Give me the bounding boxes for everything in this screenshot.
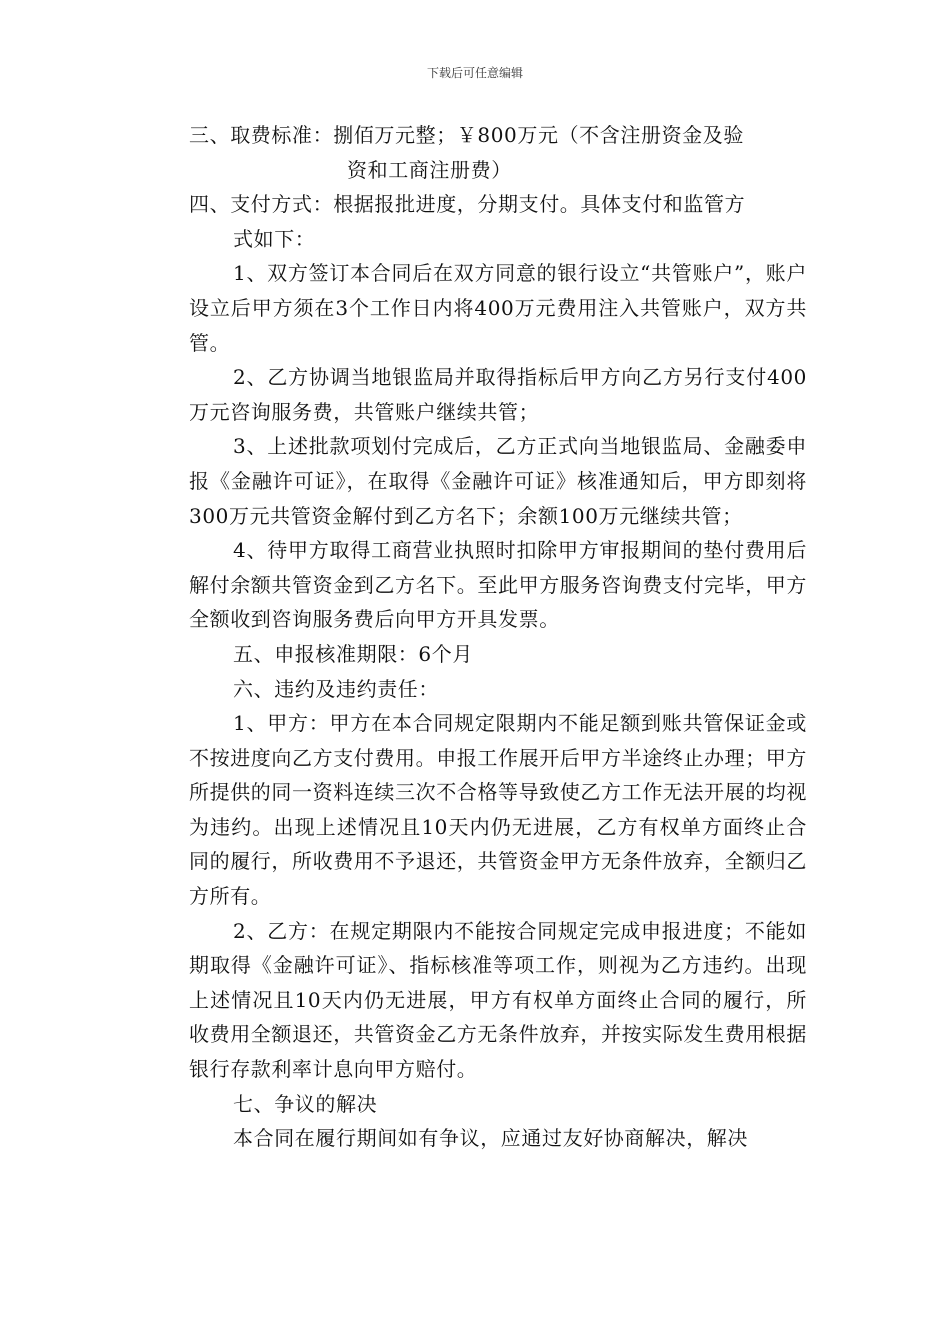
dispute-section-title: 七、争议的解决: [233, 1091, 378, 1116]
breach-party-b: 2、乙方：在规定期限内不能按合同规定完成申报进度；不能如期取得《金融许可证》、指标核准等项工作，则视为乙方违约。出现上述情况且10天内仍无进展，甲方有权单方面终止合同的履行，所收费用全额退还，共管资金乙方无条件放弃，并按实际发生费用根据银行存款利率计息向甲方赔付。: [189, 918, 807, 1082]
payment-item-4: 4、待甲方取得工商营业执照时扣除甲方审报期间的垫付费用后解付余额共管资金到乙方名下。至此甲方服务咨询费支付完毕，甲方全额收到咨询服务费后向甲方开具发票。: [189, 538, 807, 632]
approval-period-clause: 五、申报核准期限：6个月: [233, 641, 473, 666]
contract-body: [189, 118, 807, 1156]
payment-item-2: 2、乙方协调当地银监局并取得指标后甲方向乙方另行支付400万元咨询服务费，共管账户继续共管；: [189, 365, 807, 424]
payment-item-1: 1、双方签订本合同后在双方同意的银行设立“共管账户”，账户设立后甲方须在3个工作日内将400万元费用注入共管账户，双方共管。: [189, 261, 807, 355]
payment-method-clause: 四、支付方式：根据报批进度，分期支付。具体支付和监管方: [189, 192, 746, 217]
payment-item-3: 3、上述批款项划付完成后，乙方正式向当地银监局、金融委申报《金融许可证》，在取得《金融许可证》核准通知后，甲方即刻将300万元共管资金解付到乙方名下；余额100万元继续共管；: [189, 434, 807, 528]
page-header: 下载后可任意编辑: [426, 66, 523, 80]
breach-party-a: 1、甲方：甲方在本合同规定限期内不能足额到账共管保证金或不按进度向乙方支付费用。申报工作展开后甲方半途终止办理；甲方所提供的同一资料连续三次不合格等导致使乙方工作无法开展的均视为违约。出现上述情况且10天内仍无进展，乙方有权单方面终止合同的履行，所收费用不予退还，共管资金甲方无条件放弃，全额归乙方所有。: [189, 711, 807, 909]
fee-standard-clause: 三、取费标准：捌佰万元整；￥800万元（不含注册资金及验: [189, 123, 744, 147]
dispute-text: 本合同在履行期间如有争议，应通过友好协商解决，解决: [233, 1126, 748, 1151]
fee-standard-continuation: 资和工商注册费）: [347, 157, 512, 182]
breach-section-title: 六、违约及违约责任：: [233, 676, 439, 701]
payment-method-continuation: 式如下：: [233, 226, 316, 251]
